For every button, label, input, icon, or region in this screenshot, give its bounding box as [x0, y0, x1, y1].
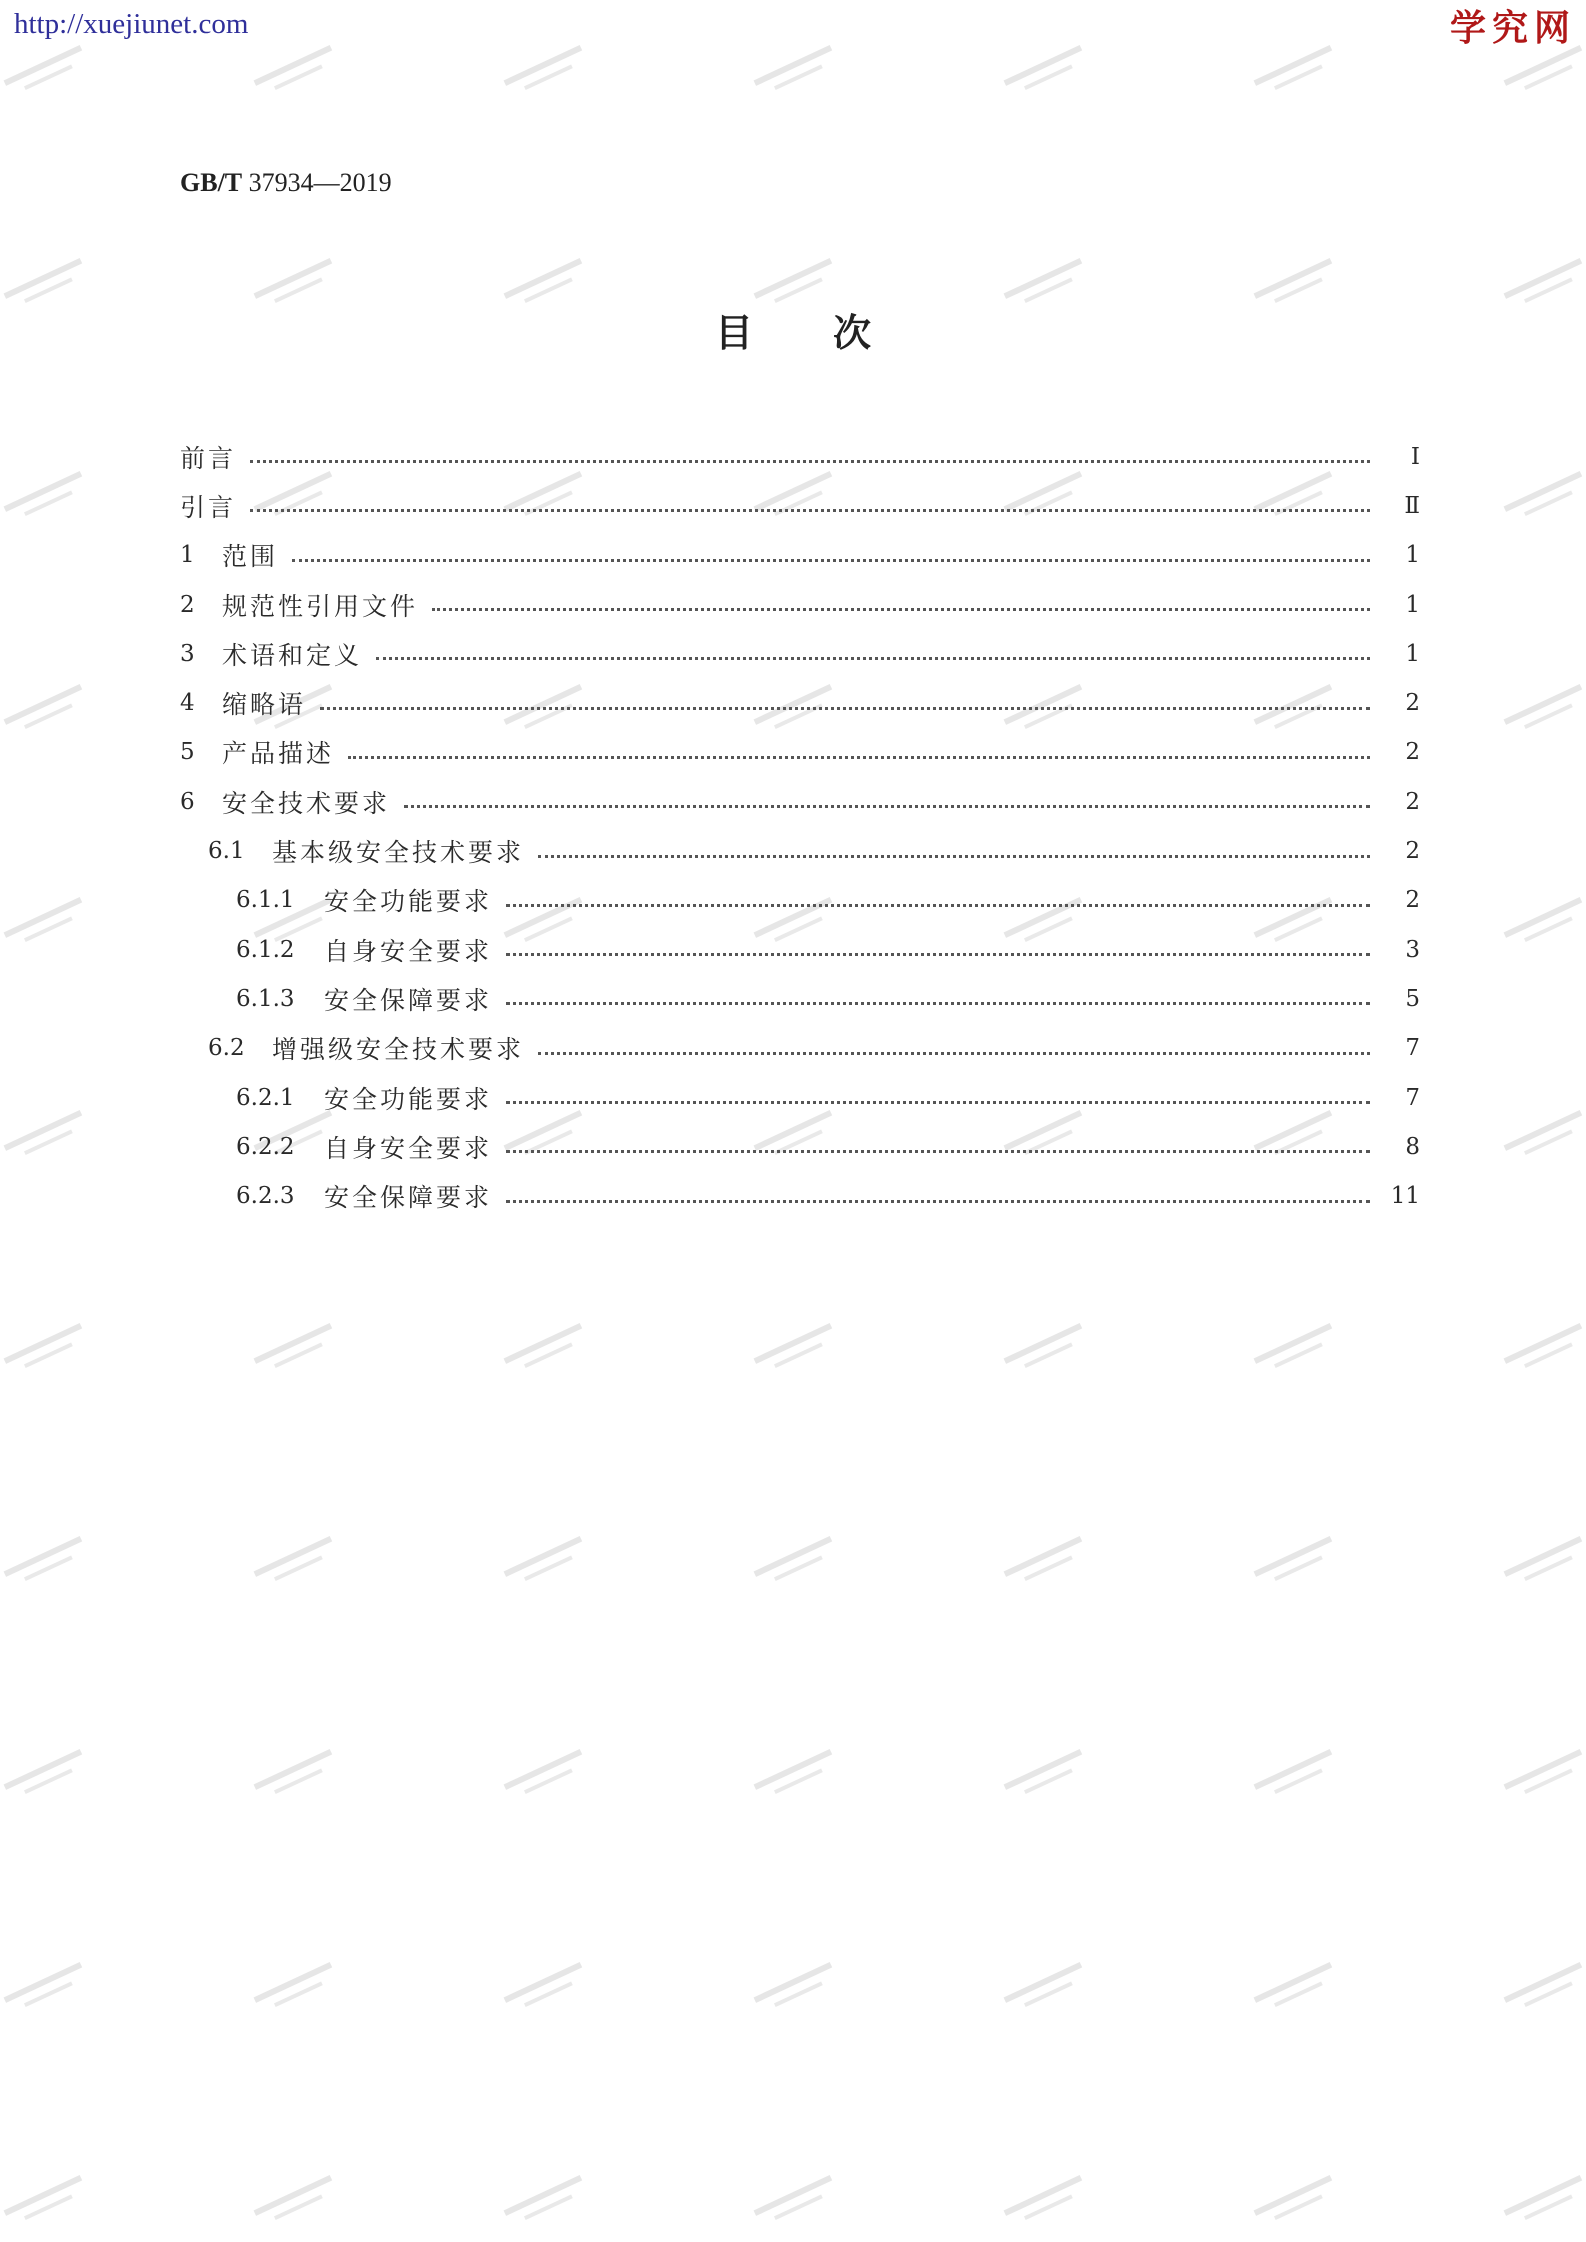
watermark-mark: [1004, 1536, 1088, 1588]
toc-dot-leader: [348, 754, 1370, 759]
toc-entry-label: 规范性引用文件: [222, 591, 419, 621]
watermark-mark: [4, 1962, 88, 2014]
toc-dot-leader: [538, 853, 1370, 858]
watermark-mark: [504, 45, 588, 97]
toc-entry[interactable]: [180, 481, 1420, 530]
watermark-mark: [1004, 2175, 1088, 2227]
toc-entry-number: 6.1.3: [236, 985, 295, 1012]
watermark-mark: [1504, 684, 1586, 736]
watermark-mark: [754, 1536, 838, 1588]
toc-entry-label: 安全保障要求: [324, 985, 493, 1015]
watermark-mark: [1504, 1536, 1586, 1588]
toc-entry-page: 1: [1405, 542, 1420, 569]
toc-dot-leader: [292, 557, 1370, 562]
toc-entry-number: 6.1.2: [236, 936, 295, 963]
toc-entry[interactable]: [180, 876, 1420, 925]
toc-entry-page: 2: [1405, 739, 1420, 766]
site-logo: 学究网: [1449, 7, 1576, 49]
watermark-mark: [254, 1323, 338, 1375]
toc-entry-label: 安全技术要求: [222, 788, 391, 818]
toc-entry-label: 产品描述: [222, 739, 335, 769]
toc-title: 目次: [714, 311, 951, 355]
watermark-mark: [254, 1962, 338, 2014]
toc-entry[interactable]: [180, 826, 1420, 875]
toc-entry[interactable]: [180, 432, 1420, 481]
toc-entry-label: 增强级安全技术要求: [272, 1035, 525, 1065]
watermark-mark: [1254, 2175, 1338, 2227]
toc-entry[interactable]: [180, 1122, 1420, 1171]
toc-entry-label: 自身安全要求: [324, 1133, 493, 1163]
watermark-mark: [1504, 897, 1586, 949]
toc-dot-leader: [250, 458, 1370, 463]
toc-dot-leader: [506, 1198, 1370, 1203]
toc-dot-leader: [320, 705, 1370, 710]
table-of-contents: [180, 432, 1420, 1221]
watermark-mark: [254, 45, 338, 97]
watermark-mark: [1254, 1749, 1338, 1801]
toc-entry[interactable]: [180, 678, 1420, 727]
watermark-mark: [1504, 1962, 1586, 2014]
toc-entry[interactable]: [180, 974, 1420, 1023]
watermark-mark: [504, 1323, 588, 1375]
watermark-mark: [1504, 2175, 1586, 2227]
watermark-mark: [254, 1749, 338, 1801]
toc-entry-label: 基本级安全技术要求: [272, 838, 525, 868]
watermark-mark: [504, 1962, 588, 2014]
toc-entry[interactable]: [180, 1024, 1420, 1073]
toc-entry-label: 安全功能要求: [324, 1084, 493, 1114]
watermark-mark: [4, 45, 88, 97]
toc-dot-leader: [376, 655, 1370, 660]
toc-entry-label: 前言: [180, 443, 237, 473]
watermark-mark: [254, 2175, 338, 2227]
watermark-mark: [504, 2175, 588, 2227]
toc-entry-page: 8: [1405, 1133, 1420, 1160]
toc-dot-leader: [404, 803, 1370, 808]
toc-entry-page: Ⅰ: [1410, 443, 1420, 470]
watermark-mark: [4, 1536, 88, 1588]
toc-entry-number: 6.2.1: [236, 1084, 295, 1111]
toc-entry-page: 3: [1405, 936, 1420, 963]
watermark-mark: [254, 1536, 338, 1588]
watermark-mark: [4, 684, 88, 736]
watermark-mark: [4, 2175, 88, 2227]
watermark-mark: [754, 1323, 838, 1375]
watermark-mark: [4, 1110, 88, 1162]
toc-entry-number: 5: [180, 739, 195, 766]
toc-entry[interactable]: [180, 531, 1420, 580]
toc-entry-number: 1: [180, 542, 195, 569]
watermark-mark: [1004, 45, 1088, 97]
toc-dot-leader: [506, 1000, 1370, 1005]
watermark-mark: [504, 1749, 588, 1801]
toc-dot-leader: [506, 902, 1370, 907]
toc-entry-number: 4: [180, 690, 195, 717]
document-code-number: 37934—2019: [248, 168, 392, 197]
toc-entry-number: 6.2: [208, 1035, 245, 1062]
watermark-mark: [1004, 1962, 1088, 2014]
toc-entry-label: 安全功能要求: [324, 887, 493, 917]
watermark-mark: [1254, 1323, 1338, 1375]
toc-entry-number: 6.1.1: [236, 887, 295, 914]
toc-entry-label: 自身安全要求: [324, 936, 493, 966]
watermark-mark: [754, 2175, 838, 2227]
watermark-mark: [1504, 1749, 1586, 1801]
toc-entry-page: 2: [1405, 788, 1420, 815]
watermark-mark: [1004, 1749, 1088, 1801]
toc-entry-page: Ⅱ: [1404, 492, 1420, 519]
watermark-mark: [1504, 45, 1586, 97]
watermark-mark: [1004, 1323, 1088, 1375]
toc-entry[interactable]: [180, 925, 1420, 974]
watermark-mark: [4, 471, 88, 523]
watermark-mark: [754, 45, 838, 97]
watermark-mark: [4, 1749, 88, 1801]
toc-dot-leader: [506, 951, 1370, 956]
toc-entry-page: 2: [1405, 690, 1420, 717]
toc-entry-page: 7: [1405, 1035, 1420, 1062]
toc-entry-page: 7: [1405, 1084, 1420, 1111]
toc-entry-page: 1: [1405, 640, 1420, 667]
toc-entry-label: 术语和定义: [222, 640, 363, 670]
toc-entry-number: 6.1: [208, 838, 245, 865]
toc-entry[interactable]: [180, 728, 1420, 777]
toc-entry[interactable]: [180, 580, 1420, 629]
toc-entry-number: 6.2.3: [236, 1183, 295, 1210]
watermark-mark: [4, 1323, 88, 1375]
toc-dot-leader: [506, 1148, 1370, 1153]
toc-entry-page: 2: [1405, 838, 1420, 865]
toc-entry-number: 6.2.2: [236, 1133, 295, 1160]
toc-entry-label: 范围: [222, 542, 279, 572]
toc-entry-number: 2: [180, 591, 195, 618]
toc-dot-leader: [538, 1050, 1370, 1055]
toc-entry-page: 2: [1405, 887, 1420, 914]
document-code-prefix: GB/T: [180, 168, 243, 197]
watermark-mark: [4, 897, 88, 949]
toc-entry[interactable]: [180, 777, 1420, 826]
toc-entry-label: 引言: [180, 492, 237, 522]
watermark-mark: [1254, 45, 1338, 97]
toc-entry-number: 6: [180, 788, 195, 815]
toc-entry-label: 安全保障要求: [324, 1183, 493, 1213]
toc-entry-label: 缩略语: [222, 690, 307, 720]
watermark-mark: [504, 1536, 588, 1588]
toc-entry[interactable]: [180, 1171, 1420, 1220]
toc-entry-page: 11: [1390, 1183, 1420, 1210]
toc-entry[interactable]: [180, 1073, 1420, 1122]
document-code: [180, 168, 392, 198]
toc-entry-number: 3: [180, 640, 195, 667]
site-url-link[interactable]: http://xuejiunet.com: [14, 8, 249, 40]
watermark-mark: [1504, 471, 1586, 523]
watermark-mark: [754, 1962, 838, 2014]
toc-dot-leader: [506, 1099, 1370, 1104]
toc-dot-leader: [432, 606, 1370, 611]
toc-dot-leader: [250, 507, 1370, 512]
watermark-mark: [1254, 1536, 1338, 1588]
toc-entry-page: 5: [1405, 985, 1420, 1012]
watermark-mark: [1504, 1323, 1586, 1375]
toc-entry[interactable]: [180, 629, 1420, 678]
toc-entry-page: 1: [1405, 591, 1420, 618]
watermark-mark: [1254, 1962, 1338, 2014]
watermark-mark: [754, 1749, 838, 1801]
watermark-mark: [1504, 1110, 1586, 1162]
